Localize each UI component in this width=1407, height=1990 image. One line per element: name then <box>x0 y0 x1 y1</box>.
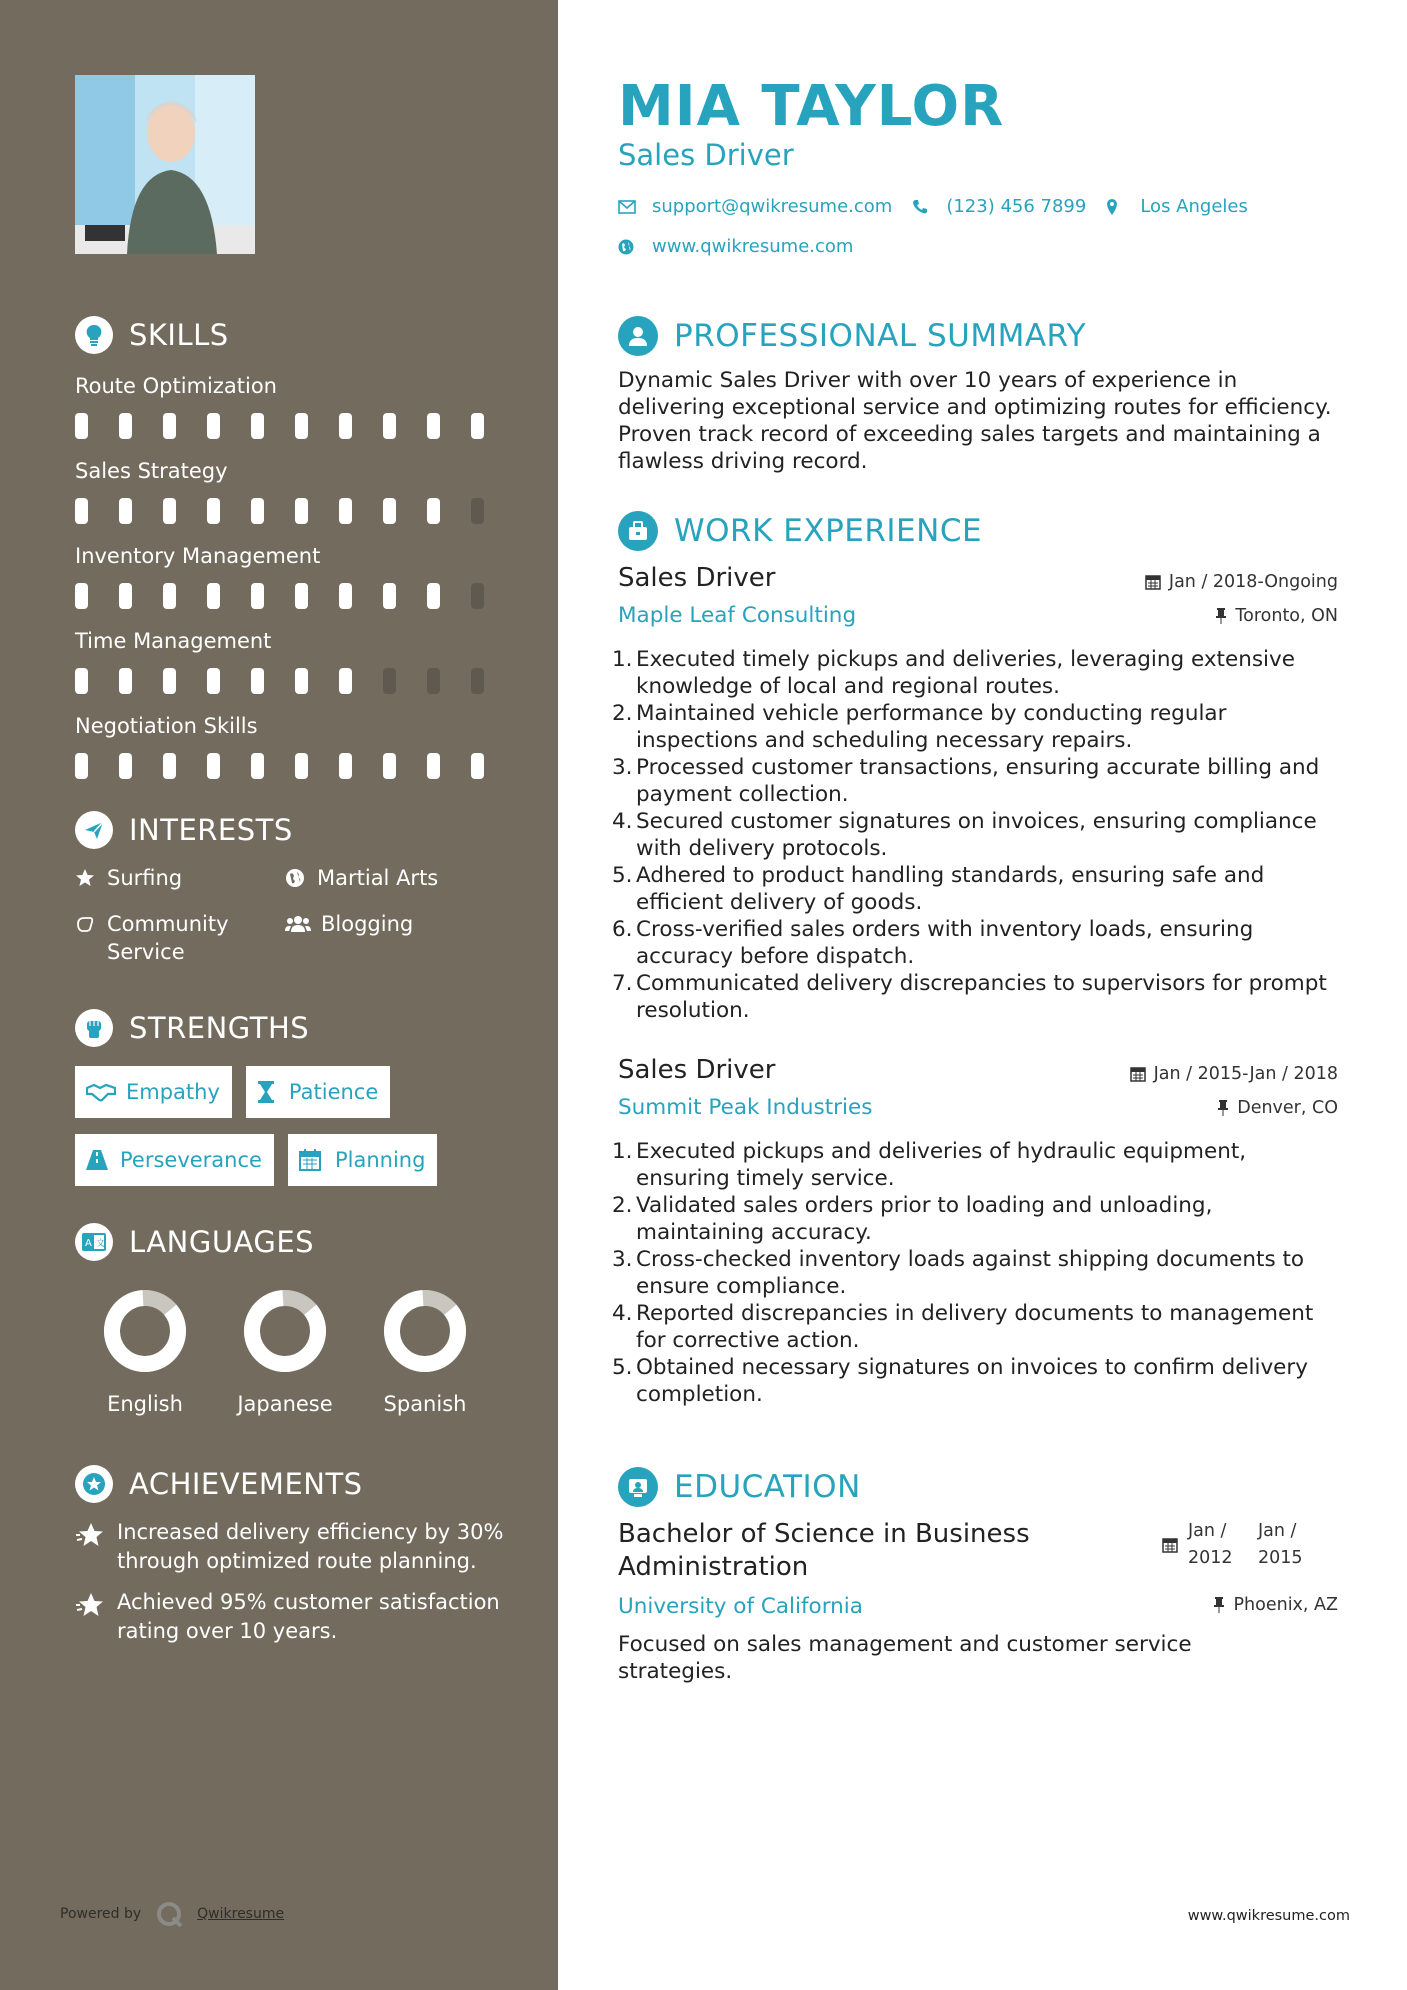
skill-level-segment <box>163 498 176 524</box>
skill-level-segment <box>119 668 132 694</box>
contact-email[interactable]: support@qwikresume.com <box>618 196 892 217</box>
skill-level-segment <box>471 668 484 694</box>
interest-blogging: Blogging <box>285 910 413 938</box>
contact-row <box>618 196 1268 217</box>
skill-level-segment <box>383 668 396 694</box>
skill-level-segment <box>119 498 132 524</box>
education-end: Jan / 2015 <box>1258 1521 1303 1568</box>
skill-level-segment <box>339 583 352 609</box>
summary-title: PROFESSIONAL SUMMARY <box>674 318 1087 354</box>
duty-number: 1. <box>612 647 633 672</box>
language-name: Spanish <box>383 1392 467 1416</box>
experience-heading <box>618 511 982 551</box>
job-entry-1 <box>612 563 1338 1024</box>
handshake-icon <box>86 1080 116 1104</box>
languages-heading <box>75 1222 515 1262</box>
trophy-star-icon <box>75 1588 107 1626</box>
duty-text: Adhered to product handling standards, ensuring safe and efficient delivery of goods. <box>636 863 1265 915</box>
language-proficiency-ring <box>242 1288 328 1374</box>
interests-heading <box>75 810 515 850</box>
skill-level-bar <box>75 668 515 696</box>
duty-number: 3. <box>612 1247 633 1272</box>
education-entry <box>618 1518 1338 1685</box>
skill-name: Route Optimization <box>75 374 277 398</box>
job-duties <box>612 1138 1338 1408</box>
sidebar <box>0 0 558 1990</box>
briefcase-icon <box>618 511 658 551</box>
envelope-icon <box>618 198 636 216</box>
duty-item <box>612 754 1338 808</box>
skill-level-segment <box>207 583 220 609</box>
education-title: EDUCATION <box>674 1469 861 1505</box>
road-icon <box>86 1148 110 1172</box>
user-icon <box>618 316 658 356</box>
skill-name: Negotiation Skills <box>75 714 258 738</box>
skill-level-segment <box>427 413 440 439</box>
duty-item <box>612 646 1338 700</box>
skill-level-segment <box>427 668 440 694</box>
job-company: Maple Leaf Consulting <box>618 603 857 628</box>
education-location: Phoenix, AZ <box>1213 1595 1338 1615</box>
strengths-heading <box>75 1008 515 1048</box>
interest-martial-arts: Martial Arts <box>285 864 438 892</box>
skill-level-segment <box>295 668 308 694</box>
qwikresume-link[interactable]: Qwikresume <box>197 1906 285 1922</box>
globe-icon <box>618 238 636 256</box>
website-row <box>618 236 873 257</box>
skill-level-segment <box>119 753 132 779</box>
strength-chip-perseverance: Perseverance <box>75 1134 274 1186</box>
skill-level-bar <box>75 583 515 611</box>
summary-text: Dynamic Sales Driver with over 10 years of experience in delivering exceptional service and optimizing routes for efficiency. Proven track record of exceeding sales targets and maintaining a flawless driving record. <box>618 368 1332 474</box>
experience-title: WORK EXPERIENCE <box>674 513 983 549</box>
skill-level-segment <box>295 753 308 779</box>
duty-item <box>612 862 1338 916</box>
language-proficiency-ring <box>102 1288 188 1374</box>
duty-item <box>612 1138 1338 1192</box>
skill-level-segment <box>75 583 88 609</box>
duty-number: 1. <box>612 1139 633 1164</box>
users-icon <box>285 910 313 938</box>
duty-number: 6. <box>612 917 633 942</box>
languages-title: LANGUAGES <box>129 1225 315 1259</box>
skill-level-segment <box>339 498 352 524</box>
education-heading <box>618 1467 861 1507</box>
duty-text: Reported discrepancies in delivery documents to management for corrective action. <box>636 1301 1314 1353</box>
languages-list <box>75 1288 515 1416</box>
achievement-item: Increased delivery efficiency by 30% through optimized route planning. <box>75 1518 505 1576</box>
duty-item <box>612 916 1338 970</box>
job-dates: Jan / 2018-Ongoing <box>1145 572 1338 592</box>
skill-level-segment <box>427 498 440 524</box>
graduation-icon <box>618 1467 658 1507</box>
skill-level-segment <box>383 753 396 779</box>
duty-text: Maintained vehicle performance by conducting regular inspections and scheduling necessary repairs. <box>636 701 1227 753</box>
language-name: Japanese <box>237 1392 333 1416</box>
interest-surfing: Surfing <box>75 864 182 892</box>
skill-name: Inventory Management <box>75 544 321 568</box>
language-name: English <box>107 1392 183 1416</box>
star-icon <box>75 864 99 892</box>
calendar-icon <box>1130 1066 1146 1082</box>
candidate-name: MIA TAYLOR <box>618 74 1005 139</box>
skills-title: SKILLS <box>129 318 229 352</box>
skill-level-segment <box>75 753 88 779</box>
hourglass-icon <box>257 1080 279 1104</box>
skill-level-segment <box>119 583 132 609</box>
duty-item <box>612 1354 1338 1408</box>
school-name: University of California <box>618 1594 863 1619</box>
skills-list <box>75 371 515 781</box>
duty-text: Obtained necessary signatures on invoices to confirm delivery completion. <box>636 1355 1308 1407</box>
job-entry-2 <box>612 1055 1338 1408</box>
strengths-title: STRENGTHS <box>129 1011 310 1045</box>
skill-name: Sales Strategy <box>75 459 228 483</box>
skill-level-segment <box>427 583 440 609</box>
duty-text: Processed customer transactions, ensuring accurate billing and payment collection. <box>636 755 1320 807</box>
skill-level-segment <box>383 583 396 609</box>
strengths-section <box>75 1008 515 1186</box>
qwikresume-logo-icon <box>155 1900 183 1928</box>
language-item <box>215 1288 355 1416</box>
duty-text: Communicated delivery discrepancies to supervisors for prompt resolution. <box>636 971 1327 1023</box>
phone-icon <box>912 198 930 216</box>
duty-item <box>612 700 1338 754</box>
candidate-title: Sales Driver <box>618 138 794 172</box>
interests-section <box>75 810 515 994</box>
duty-item <box>612 970 1338 1024</box>
duty-item <box>612 808 1338 862</box>
duty-text: Cross-checked inventory loads against shipping documents to ensure compliance. <box>636 1247 1305 1299</box>
globe-icon <box>285 864 309 892</box>
trophy-star-icon <box>75 1518 107 1556</box>
profile-photo <box>75 75 255 254</box>
skill-level-segment <box>163 668 176 694</box>
job-location: Denver, CO <box>1217 1098 1338 1118</box>
achievements-section <box>75 1464 505 1646</box>
pushpin-icon <box>1213 1597 1225 1613</box>
skill-level-segment <box>295 413 308 439</box>
pushpin-icon <box>1215 608 1227 624</box>
skill-name: Time Management <box>75 629 272 653</box>
calendar-icon <box>299 1148 325 1172</box>
skill-level-bar <box>75 753 515 781</box>
duty-text: Validated sales orders prior to loading and unloading, maintaining accuracy. <box>636 1193 1213 1245</box>
education-start: Jan / 2012 <box>1188 1521 1233 1568</box>
skill-level-segment <box>163 413 176 439</box>
skill-level-segment <box>251 413 264 439</box>
skill-level-segment <box>75 498 88 524</box>
skill-level-segment <box>207 498 220 524</box>
achievements-list <box>75 1518 505 1646</box>
skill-level-segment <box>119 413 132 439</box>
skill-level-segment <box>383 498 396 524</box>
skill-level-segment <box>427 753 440 779</box>
skill-level-segment <box>471 413 484 439</box>
skill-level-bar <box>75 413 515 441</box>
skill-level-segment <box>339 413 352 439</box>
duty-number: 4. <box>612 809 633 834</box>
duty-number: 5. <box>612 863 633 888</box>
contact-website[interactable]: www.qwikresume.com <box>618 236 853 257</box>
language-item <box>75 1288 215 1416</box>
skill-level-segment <box>295 498 308 524</box>
duty-item <box>612 1246 1338 1300</box>
job-dates: Jan / 2015-Jan / 2018 <box>1130 1064 1338 1084</box>
strength-chip-empathy: Empathy <box>75 1066 232 1118</box>
summary-heading <box>618 316 1086 356</box>
language-proficiency-ring <box>382 1288 468 1374</box>
skill-level-segment <box>339 753 352 779</box>
calendar-icon <box>1162 1537 1178 1553</box>
achievements-heading <box>75 1464 505 1504</box>
interest-community-service: Community Service <box>75 910 275 966</box>
duty-text: Secured customer signatures on invoices, ensuring compliance with delivery protocols. <box>636 809 1317 861</box>
achievement-item: Achieved 95% customer satisfaction rating over 10 years. <box>75 1588 505 1646</box>
skill-level-segment <box>163 753 176 779</box>
hand-icon <box>75 910 99 938</box>
badge-star-icon <box>75 1465 113 1503</box>
skills-section <box>75 315 515 796</box>
duty-number: 2. <box>612 1193 633 1218</box>
contact-phone[interactable]: (123) 456 7899 <box>912 196 1086 217</box>
duty-text: Executed timely pickups and deliveries, leveraging extensive knowledge of local and regional routes. <box>636 647 1295 699</box>
duty-number: 7. <box>612 971 633 996</box>
skill-level-segment <box>471 498 484 524</box>
job-location: Toronto, ON <box>1215 606 1338 626</box>
duty-text: Cross-verified sales orders with inventory loads, ensuring accuracy before dispatch. <box>636 917 1254 969</box>
lightbulb-icon <box>75 316 113 354</box>
job-title: Sales Driver <box>618 563 776 593</box>
duty-number: 4. <box>612 1301 633 1326</box>
skill-level-segment <box>339 668 352 694</box>
degree-title: Bachelor of Science in Business Administration <box>618 1519 1030 1582</box>
interests-list <box>75 864 515 994</box>
skill-level-segment <box>251 583 264 609</box>
map-pin-icon <box>1106 198 1124 216</box>
language-icon <box>75 1223 113 1261</box>
duty-number: 2. <box>612 701 633 726</box>
skill-level-segment <box>471 583 484 609</box>
duty-text: Executed pickups and deliveries of hydraulic equipment, ensuring timely service. <box>636 1139 1247 1191</box>
skill-level-segment <box>251 668 264 694</box>
education-dates <box>1162 1518 1318 1572</box>
education-description: Focused on sales management and customer service strategies. <box>618 1632 1192 1684</box>
job-duties <box>612 646 1338 1024</box>
contact-location: Los Angeles <box>1106 196 1248 217</box>
skill-level-segment <box>251 753 264 779</box>
skill-level-segment <box>75 668 88 694</box>
skill-level-segment <box>163 583 176 609</box>
skill-level-segment <box>295 583 308 609</box>
achievements-title: ACHIEVEMENTS <box>129 1467 363 1501</box>
svg-text:A: A <box>85 1238 92 1249</box>
skill-level-segment <box>75 413 88 439</box>
footer-url[interactable]: www.qwikresume.com <box>1187 1908 1350 1924</box>
strength-chip-planning: Planning <box>288 1134 437 1186</box>
skill-level-segment <box>383 413 396 439</box>
skill-level-bar <box>75 498 515 526</box>
strength-chip-patience: Patience <box>246 1066 390 1118</box>
duty-item <box>612 1300 1338 1354</box>
pushpin-icon <box>1217 1100 1229 1116</box>
skill-level-segment <box>207 753 220 779</box>
fist-icon <box>75 1009 113 1047</box>
skills-heading <box>75 315 515 355</box>
paper-plane-icon <box>75 811 113 849</box>
powered-by: Powered by Qwikresume <box>60 1900 284 1928</box>
skill-level-segment <box>251 498 264 524</box>
job-company: Summit Peak Industries <box>618 1095 873 1120</box>
duty-number: 3. <box>612 755 633 780</box>
interests-title: INTERESTS <box>129 813 293 847</box>
strengths-row-1 <box>75 1066 515 1118</box>
job-title: Sales Driver <box>618 1055 776 1085</box>
skill-level-segment <box>207 413 220 439</box>
skill-level-segment <box>207 668 220 694</box>
svg-text:文: 文 <box>96 1239 106 1249</box>
duty-number: 5. <box>612 1355 633 1380</box>
duty-item <box>612 1192 1338 1246</box>
skill-level-segment <box>471 753 484 779</box>
calendar-icon <box>1145 574 1161 590</box>
strengths-row-2 <box>75 1134 515 1186</box>
languages-section <box>75 1222 515 1416</box>
language-item <box>355 1288 495 1416</box>
